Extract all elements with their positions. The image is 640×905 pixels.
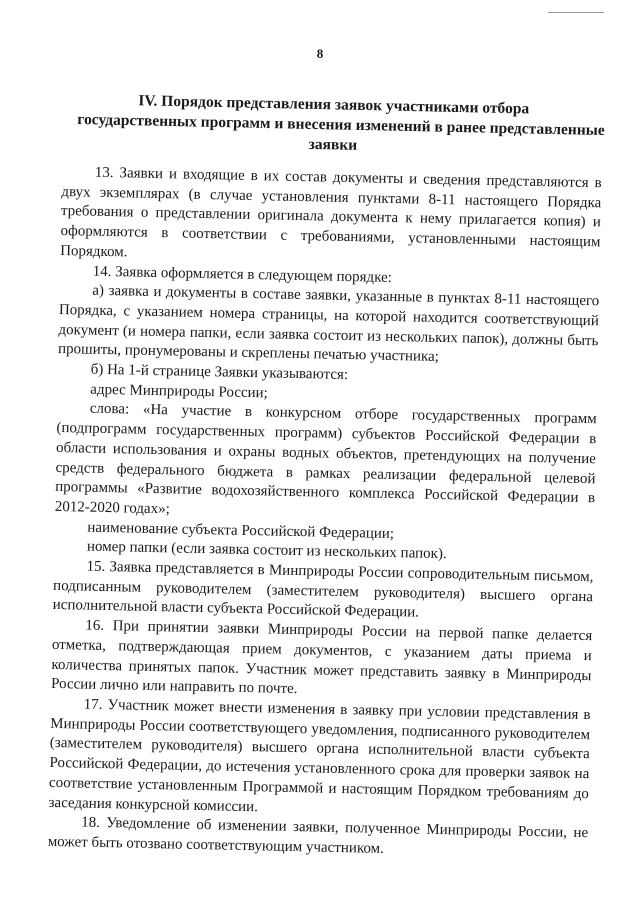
paragraph-16: 16. При принятии заявки Минприроды России на первой папке делается отметка, подтверждающая прием документов, с указанием даты приема и количества принятых папок. Участник может представить заявку в Минприроды России лично или направить по почте. — [50, 617, 593, 698]
paragraph-17: 17. Участник может внести изменения в заявку при условии представления в Минприроды России соответствующего уведомления, подписанного руководителем (заместителем руководителя) высшего органа исполнительной власти субъекта Российской Федерации, до истечения установленного срока для проверки заявок на соответствие установленным Программой и настоящим Порядком требованиям до заседания конкурсной комиссии. — [48, 696, 591, 815]
paragraph-folder-number: номер папки (если заявка состоит из нескольких папок). — [86, 538, 447, 563]
paragraph-18: 18. Уведомление об изменении заявки, полученное Минприроды России, не может быть отозвано соответствующим участником. — [47, 814, 589, 857]
document-body — [48, 163, 602, 864]
paragraph-address: адрес Минприроды России; — [90, 381, 268, 402]
paragraph-15: 15. Заявка представляется в Минприроды России сопроводительным письмом, подписанным руководителем (заместителем руководителя) высшего органа исполнительной власти субъекта Российской Федерации. — [52, 558, 594, 622]
paragraph-subject-name: наименование субъекта Российской Федерации; — [87, 519, 395, 542]
section-heading — [77, 90, 605, 161]
section-heading-line-1: IV. Порядок представления заявок участниками отбора — [138, 92, 530, 118]
section-heading-line-2: государственных программ и внесения изменений в ранее представленные — [77, 110, 605, 140]
paragraph-13: 13. Заявки и входящие в их состав документы и сведения представляются в двух экземплярах (в случае установления пунктами 8-11 настоящего Порядка требования о представлении оригинала документа к нему прилагается копия) и оформляются в соответствии с требованиями, установленными настоящим Порядком. — [59, 164, 602, 261]
paragraph-words: слова: «На участие в конкурсном отборе государственных программ (подпрограмм государственных программ) субъектов Российской Федерации в области использования и охраны водных объектов, претендующих на получение средств федерального бюджета в рамках реализации федеральной целевой программы «Развитие водохозяйственного комплекса Российской Федерации в 2012-2020 годах»; — [54, 401, 597, 518]
paragraph-14: 14. Заявка оформляется в следующем порядке: — [92, 263, 393, 286]
paragraph-14b: б) На 1-й странице Заявки указываются: — [90, 361, 349, 384]
scan-edge-line — [548, 12, 604, 13]
section-heading-line-3: заявки — [308, 135, 358, 154]
paragraph-14a: а) заявка и документы в составе заявки, указанные в пунктах 8-11 настоящего Порядка, с указанием номера страницы, на которой находится соответствующий документ (и номера папки, если заявка состоит из нескольких папок), должны быть прошиты, пронумерованы и скреплены печатью участника; — [57, 282, 600, 366]
page-number: 8 — [316, 46, 324, 61]
